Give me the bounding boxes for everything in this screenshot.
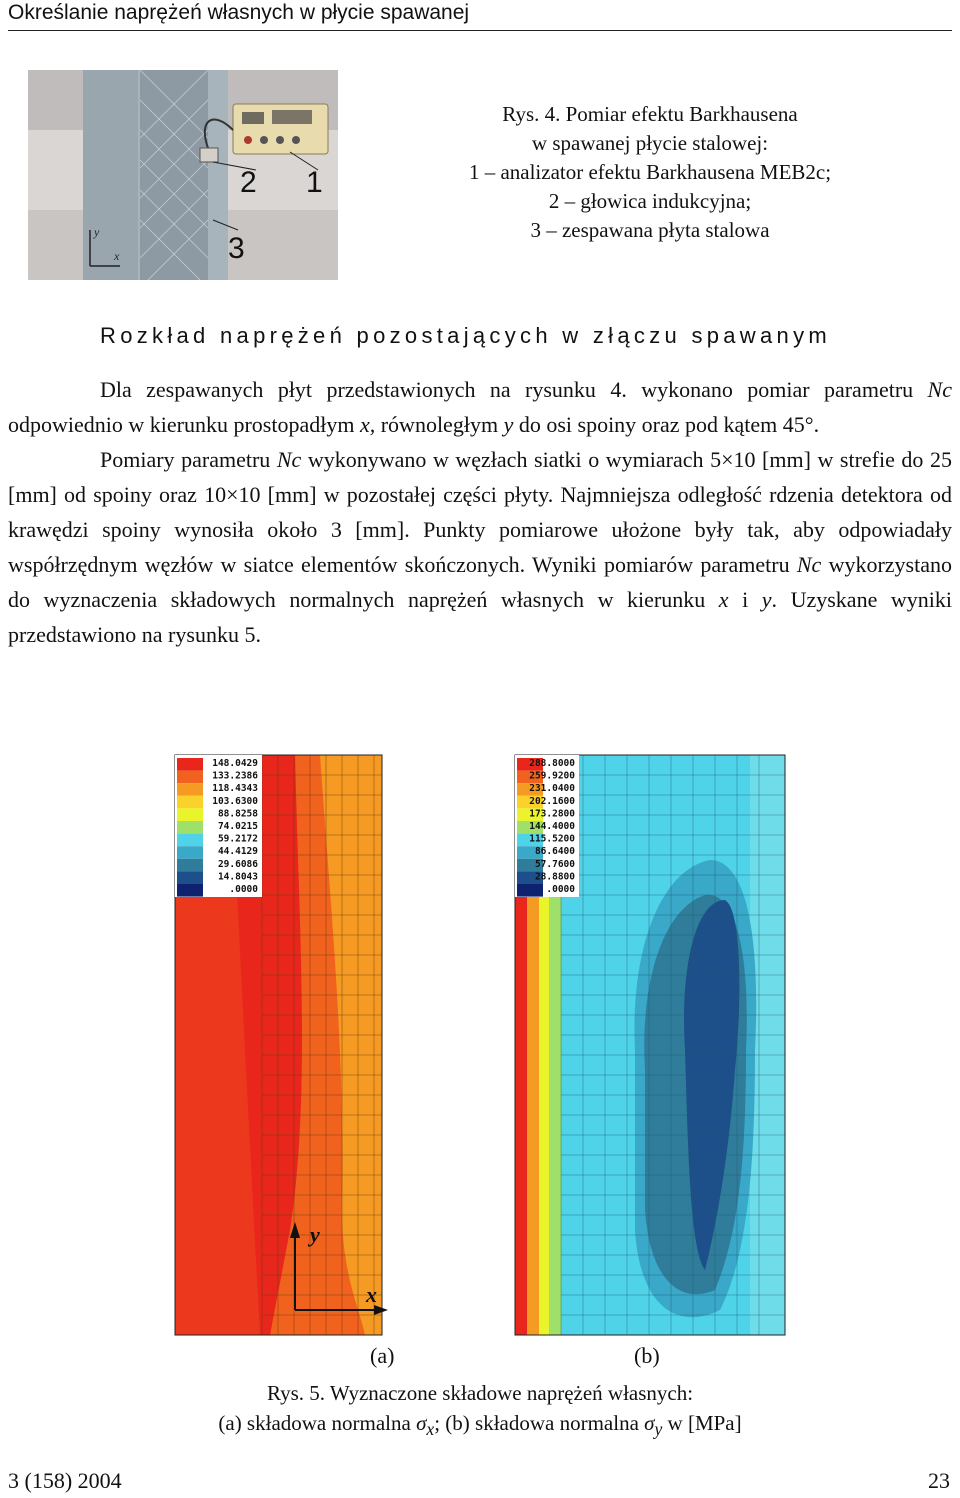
weld-strip bbox=[140, 70, 208, 280]
legend-swatch bbox=[177, 758, 203, 771]
caption4-line: w spawanej płycie stalowej: bbox=[531, 131, 769, 155]
analyzer-device bbox=[233, 104, 328, 154]
axis-y-label: y bbox=[310, 1222, 320, 1247]
legend-value: 144.4000 bbox=[529, 821, 575, 832]
plot-a-label: (a) bbox=[370, 1343, 395, 1368]
paragraph-2: Pomiary parametru Nc wykonywano w węzłach siatki o wymiarach 5×10 [mm] w strefie do 25 [mm] od spoiny oraz 10×10 [mm] w pozostałej części płyty. Najmniejsza odległość rdzenia detektora od krawędzi spoiny wynosiła około 3 [mm]. Punkty pomiarowe ułożone były tak, aby odpowiadały współrzędnym węzłów w siatce elementów skończonych. Wyniki pomiarów parametru Nc wykorzystano do wyznaczenia składowych normalnych naprężeń własnych w kierunku x i y. Uzyskane wyniki przedstawiono na rysunku 5. bbox=[8, 447, 952, 647]
stress-map-a bbox=[170, 750, 390, 1340]
legend-value: 59.2172 bbox=[217, 833, 258, 845]
photo-axis-x: x bbox=[114, 249, 120, 263]
legend-b bbox=[515, 755, 579, 897]
legend-swatch bbox=[177, 808, 203, 821]
legend-swatch bbox=[177, 884, 203, 897]
legend-swatch bbox=[177, 821, 203, 834]
legend-value: .0000 bbox=[229, 884, 258, 895]
legend-value: 231.0400 bbox=[529, 783, 575, 795]
legend-value: 74.0215 bbox=[217, 821, 258, 832]
legend-value: 118.4343 bbox=[212, 783, 258, 795]
legend-value: 88.8258 bbox=[217, 808, 258, 820]
caption4-line: 1 – analizator efektu Barkhausena MEB2c; bbox=[468, 160, 832, 184]
photo-label-2: 2 bbox=[240, 166, 257, 199]
stress-map-b bbox=[510, 750, 790, 1340]
plot-b-label: (b) bbox=[634, 1343, 660, 1368]
legend-swatch bbox=[177, 771, 203, 784]
axis-x-label: x bbox=[366, 1282, 377, 1307]
legend-swatch bbox=[177, 783, 203, 796]
legend-value: 133.2386 bbox=[212, 770, 258, 782]
legend-swatch bbox=[517, 884, 543, 897]
legend-value: 29.6086 bbox=[217, 858, 258, 870]
legend-value: 14.8043 bbox=[217, 871, 258, 883]
caption5-line-1: Rys. 5. Wyznaczone składowe naprężeń własnych: bbox=[266, 1381, 694, 1405]
legend-value: 57.7600 bbox=[534, 858, 575, 870]
legend-value: 115.5200 bbox=[529, 833, 575, 845]
legend-value: 44.4129 bbox=[217, 846, 258, 858]
figure5-caption bbox=[120, 1378, 840, 1444]
paragraph-1: Dla zespawanych płyt przedstawionych na rysunku 4. wykonano pomiar parametru Nc odpowiednio w kierunku prostopadłym x, równoległym y do osi spoiny oraz pod kątem 45°. bbox=[8, 377, 952, 437]
photo-axis-y: y bbox=[94, 225, 100, 239]
figure4-caption bbox=[380, 100, 920, 245]
legend-value: 288.8000 bbox=[529, 758, 575, 769]
legend-value: 259.9200 bbox=[529, 770, 575, 782]
caption4-line: 3 – zespawana płyta stalowa bbox=[530, 218, 770, 242]
caption5-line-2: (a) składowa normalna $\sigma_x$; (b) składowa normalna $\sigma_y$ w [MPa] bbox=[218, 1411, 742, 1440]
legend-swatch bbox=[177, 846, 203, 859]
legend-value: 86.6400 bbox=[534, 846, 575, 858]
photo-label-1: 1 bbox=[306, 166, 323, 199]
caption4-line: Rys. 4. Pomiar efektu Barkhausena bbox=[502, 102, 798, 126]
legend-value: 202.1600 bbox=[529, 795, 575, 807]
figure4-photo bbox=[28, 70, 338, 280]
legend-a bbox=[175, 755, 262, 897]
caption4-line: 2 – głowica indukcyjna; bbox=[548, 189, 752, 213]
footer-page-number: 23 bbox=[928, 1468, 950, 1493]
section-title: Rozkład naprężeń pozostających w złączu spawanym bbox=[100, 323, 831, 348]
legend-swatch bbox=[177, 859, 203, 872]
legend-value: 148.0429 bbox=[212, 758, 258, 769]
legend-value: 173.2800 bbox=[529, 808, 575, 820]
legend-swatch bbox=[177, 871, 203, 884]
legend-value: .0000 bbox=[546, 884, 575, 895]
photo-label-3: 3 bbox=[228, 232, 245, 265]
legend-value: 103.6300 bbox=[212, 795, 258, 807]
running-header bbox=[8, 0, 952, 31]
header-title: Określanie naprężeń własnych w płycie spawanej bbox=[8, 1, 470, 24]
legend-value: 28.8800 bbox=[534, 871, 575, 883]
legend-swatch bbox=[177, 834, 203, 847]
footer-issue: 3 (158) 2004 bbox=[8, 1468, 122, 1493]
legend-swatch bbox=[177, 796, 203, 809]
body-text bbox=[8, 372, 952, 652]
